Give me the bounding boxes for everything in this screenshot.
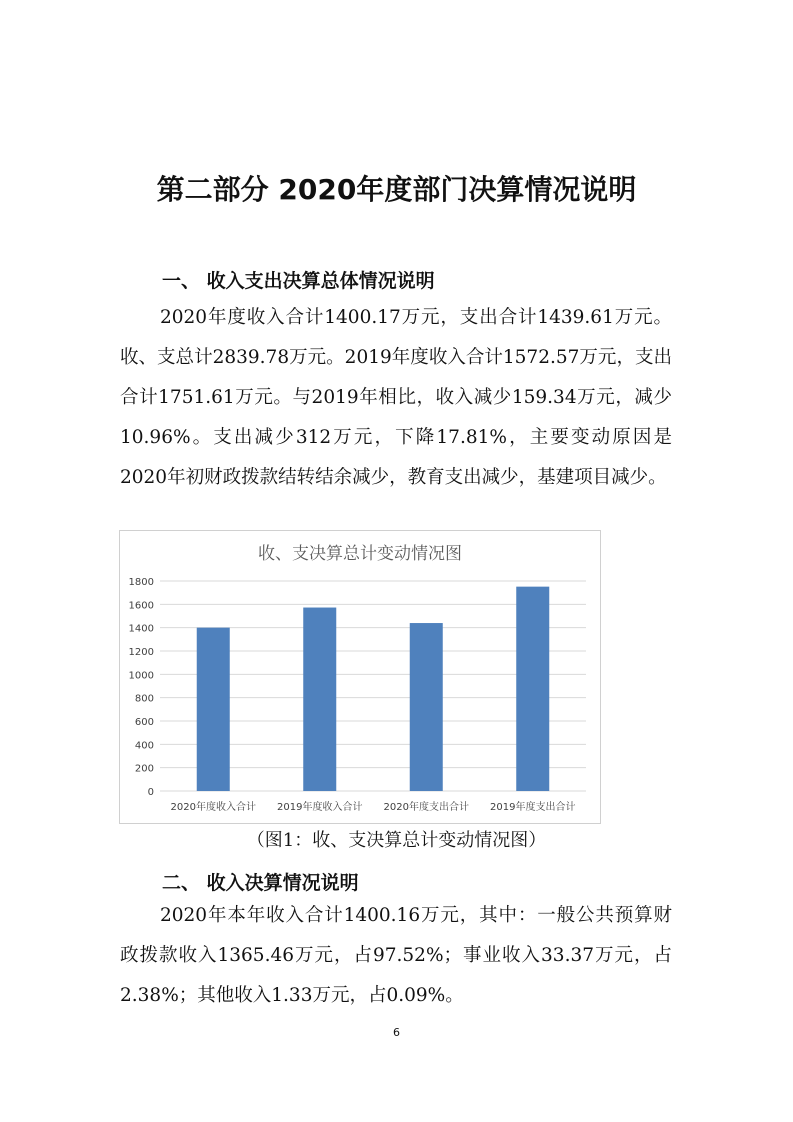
page-title: 第二部分 2020年度部门决算情况说明	[156, 173, 637, 206]
x-tick-label: 2020年度支出合计	[383, 802, 469, 813]
y-tick-label: 800	[134, 693, 154, 705]
y-tick-label: 1000	[128, 670, 154, 682]
bar	[303, 608, 336, 791]
y-tick-label: 1800	[128, 577, 154, 588]
y-tick-label: 600	[134, 717, 154, 728]
chart-caption: （图1：收、支决算总计变动情况图）	[246, 830, 547, 851]
y-tick-label: 1400	[128, 623, 154, 635]
bar	[410, 623, 443, 791]
bar	[197, 628, 230, 791]
page-number: 6	[393, 1026, 400, 1039]
section1-heading: 一、 收入支出决算总体情况说明	[162, 270, 435, 292]
section1-text: 2020年度收入合计1400.17万元，支出合计1439.61万元。收、支总计2839.78万元。2019年度收入合计1572.57万元，支出合计1751.61万元。与2019年相比，收入减少159.34万元，减少10.96%。支出减少312万元，下降17.81%，主要变动原因是2020年初财政拨款结转结余减少，教育支出减少，基建项目减少。	[120, 307, 672, 488]
x-tick-label: 2019年度支出合计	[490, 802, 576, 813]
y-tick-label: 1200	[128, 647, 154, 658]
x-tick-label: 2019年度收入合计	[277, 802, 363, 813]
bar-chart	[119, 530, 601, 824]
y-tick-label: 200	[134, 763, 154, 775]
section2-heading: 二、 收入决算情况说明	[162, 872, 359, 894]
chart-title: 收、支决算总计变动情况图	[258, 544, 462, 564]
y-tick-label: 400	[134, 740, 154, 752]
chart-plot	[120, 531, 600, 823]
section1-paragraph	[120, 298, 672, 498]
section2-paragraph	[120, 896, 672, 1016]
y-tick-label: 0	[147, 787, 154, 798]
section2-text: 2020年本年收入合计1400.16万元，其中：一般公共预算财政拨款收入1365.46万元，占97.52%；事业收入33.37万元，占2.38%；其他收入1.33万元，占0.09%。	[120, 905, 672, 1006]
bar	[516, 587, 549, 791]
x-tick-label: 2020年度收入合计	[170, 802, 256, 813]
y-tick-label: 1600	[128, 600, 154, 612]
